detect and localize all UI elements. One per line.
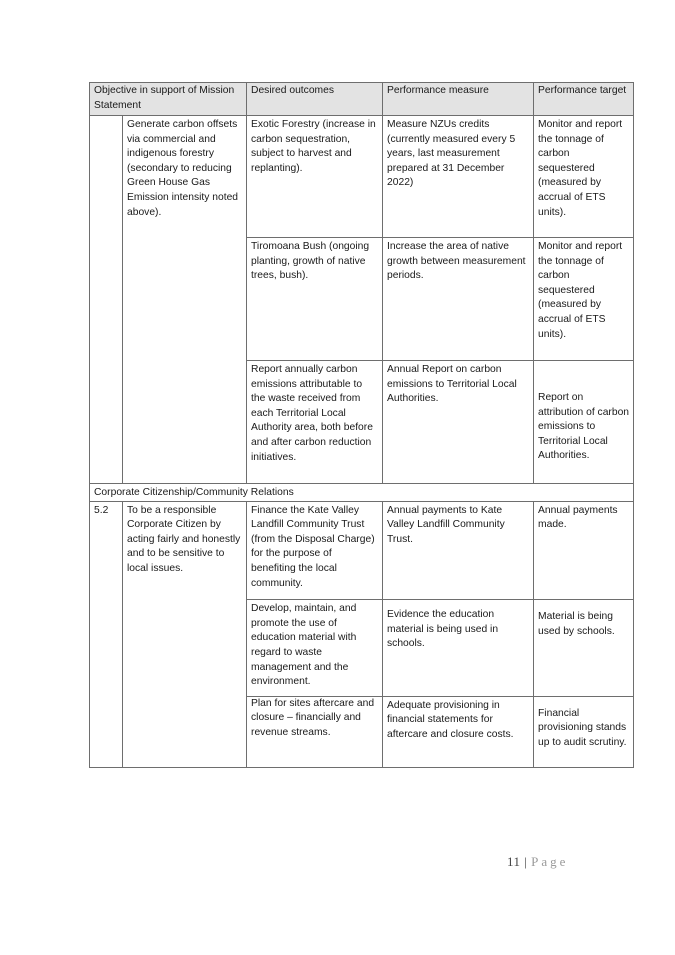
page-number: 11 <box>507 854 521 869</box>
outcome-cell: Develop, maintain, and promote the use of education material with regard to waste management and the environment. <box>247 600 383 697</box>
measure-cell: Increase the area of native growth between measurement periods. <box>383 238 534 361</box>
outcome-cell: Report annually carbon emissions attributable to the waste received from each Territorial Local Authority area, both before and after carbon reduction initiatives. <box>247 361 383 484</box>
outcome-cell: Tiromoana Bush (ongoing planting, growth of native trees, bush). <box>247 238 383 361</box>
measure-cell: Adequate provisioning in financial statements for aftercare and closure costs. <box>383 696 534 767</box>
outcome-cell: Finance the Kate Valley Landfill Community Trust (from the Disposal Charge) for the purpose of benefiting the local community. <box>247 501 383 600</box>
page-footer <box>507 854 568 870</box>
number-cell <box>90 116 123 484</box>
objective-cell: To be a responsible Corporate Citizen by acting fairly and honestly and to be sensitive to local issues. <box>123 501 247 767</box>
measure-cell: Annual Report on carbon emissions to Territorial Local Authorities. <box>383 361 534 484</box>
header-outcomes: Desired outcomes <box>247 83 383 116</box>
measure-cell: Evidence the education material is being used in schools. <box>383 600 534 697</box>
page-label: Page <box>531 854 569 869</box>
header-target: Performance target <box>534 83 634 116</box>
target-cell: Annual payments made. <box>534 501 634 600</box>
measure-cell: Annual payments to Kate Valley Landfill Community Trust. <box>383 501 534 600</box>
target-cell: Monitor and report the tonnage of carbon sequestered (measured by accrual of ETS units). <box>534 238 634 361</box>
table-header-row <box>90 83 634 116</box>
target-cell: Monitor and report the tonnage of carbon sequestered (measured by accrual of ETS units). <box>534 116 634 238</box>
page-separator: | <box>524 854 528 869</box>
table-row <box>90 116 634 238</box>
header-measure: Performance measure <box>383 83 534 116</box>
section-title: Corporate Citizenship/Community Relations <box>90 484 634 502</box>
target-cell: Material is being used by schools. <box>534 600 634 697</box>
outcome-cell: Exotic Forestry (increase in carbon sequestration, subject to harvest and replanting). <box>247 116 383 238</box>
number-cell: 5.2 <box>90 501 123 767</box>
target-cell: Report on attribution of carbon emissions to Territorial Local Authorities. <box>534 361 634 484</box>
objectives-table <box>89 82 634 768</box>
target-cell: Financial provisioning stands up to audit scrutiny. <box>534 696 634 767</box>
measure-cell: Measure NZUs credits (currently measured every 5 years, last measurement prepared at 31 December 2022) <box>383 116 534 238</box>
section-row <box>90 484 634 502</box>
outcome-cell: Plan for sites aftercare and closure – financially and revenue streams. <box>247 696 383 767</box>
header-objective: Objective in support of Mission Statement <box>90 83 247 116</box>
objective-cell: Generate carbon offsets via commercial and indigenous forestry (secondary to reducing Green House Gas Emission intensity noted above). <box>123 116 247 484</box>
table-row <box>90 501 634 600</box>
